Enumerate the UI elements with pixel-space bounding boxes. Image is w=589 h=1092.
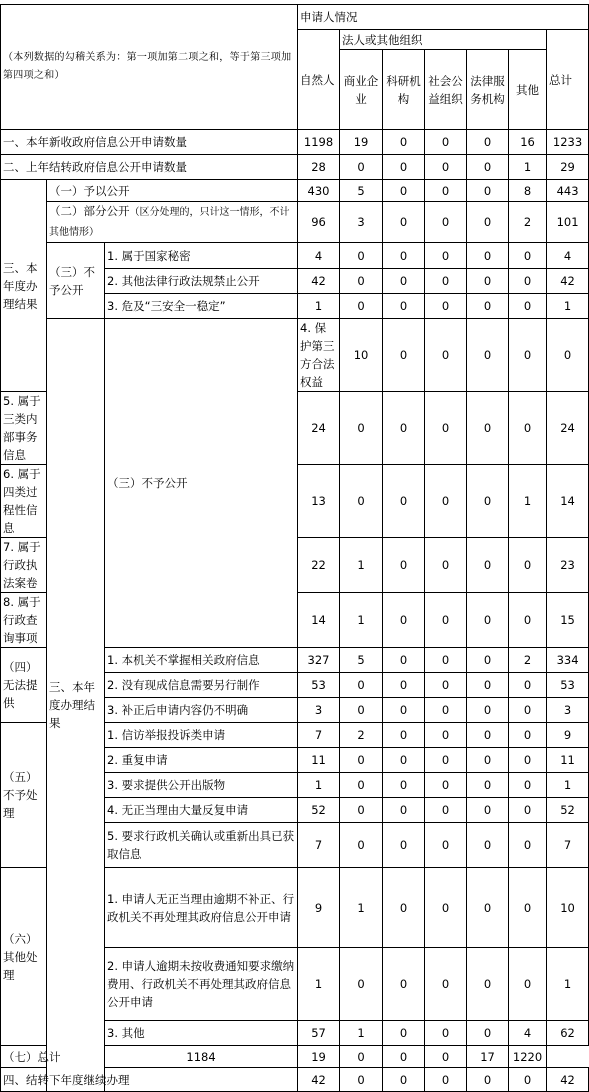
value-cell: 0 xyxy=(425,1046,467,1068)
value-cell: 0 xyxy=(547,319,589,392)
value-cell: 3 xyxy=(298,698,340,723)
header-natural-person: 自然人 xyxy=(298,30,340,130)
value-cell: 430 xyxy=(298,180,340,202)
value-cell: 327 xyxy=(298,648,340,673)
row-label: 2. 没有现成信息需要另行制作 xyxy=(105,673,298,698)
value-cell: 7 xyxy=(298,723,340,748)
value-cell: 0 xyxy=(509,723,547,748)
value-cell: 53 xyxy=(547,673,589,698)
value-cell: 0 xyxy=(383,723,425,748)
partial-note: （区分处理的，只计这一情形，不计其他情形） xyxy=(49,207,290,238)
header-legal-service: 法律服务机构 xyxy=(467,50,509,130)
value-cell: 5 xyxy=(340,180,383,202)
table-row xyxy=(1,202,589,243)
value-cell: 0 xyxy=(467,130,509,155)
value-cell: 42 xyxy=(547,269,589,294)
row-label: 7. 属于行政执法案卷 xyxy=(1,538,47,593)
row-label: 1. 属于国家秘密 xyxy=(105,243,298,269)
value-cell: 0 xyxy=(383,180,425,202)
value-cell: 0 xyxy=(425,294,467,319)
value-cell: 0 xyxy=(509,243,547,269)
table-row xyxy=(1,319,589,392)
table-row xyxy=(1,130,589,155)
row-label: 1. 申请人无正当理由逾期不补正、行政机关不再处理其政府信息公开申请 xyxy=(105,868,298,948)
row-label: 2. 其他法律行政法规禁止公开 xyxy=(105,269,298,294)
value-cell: 0 xyxy=(383,673,425,698)
value-cell: 0 xyxy=(383,948,425,1021)
value-cell: 0 xyxy=(383,1046,425,1068)
value-cell: 101 xyxy=(547,202,589,243)
value-cell: 7 xyxy=(547,823,589,868)
value-cell: 1 xyxy=(340,538,383,593)
value-cell: 0 xyxy=(425,392,467,465)
value-cell: 0 xyxy=(383,269,425,294)
value-cell: 0 xyxy=(467,538,509,593)
value-cell: 0 xyxy=(425,868,467,948)
table-row xyxy=(1,5,589,30)
value-cell: 0 xyxy=(425,465,467,538)
value-cell: 0 xyxy=(383,392,425,465)
value-cell: 10 xyxy=(340,319,383,392)
value-cell: 0 xyxy=(383,465,425,538)
value-cell: 42 xyxy=(298,1068,340,1092)
value-cell: 0 xyxy=(509,294,547,319)
row-label: 1. 信访举报投诉类申请 xyxy=(105,723,298,748)
value-cell: 0 xyxy=(383,538,425,593)
value-cell: 14 xyxy=(547,465,589,538)
header-note: （本列数据的勾稽关系为：第一项加第二项之和，等于第三项加第四项之和） xyxy=(1,5,298,130)
value-cell: 0 xyxy=(383,798,425,823)
value-cell: 0 xyxy=(383,773,425,798)
header-social: 社会公益组织 xyxy=(425,50,467,130)
value-cell: 0 xyxy=(383,868,425,948)
value-cell: 23 xyxy=(547,538,589,593)
value-cell: 13 xyxy=(298,465,340,538)
value-cell: 28 xyxy=(298,155,340,180)
value-cell: 0 xyxy=(340,773,383,798)
value-cell: 2 xyxy=(509,648,547,673)
value-cell: 1233 xyxy=(547,130,589,155)
value-cell: 52 xyxy=(547,798,589,823)
value-cell: 0 xyxy=(467,155,509,180)
value-cell: 0 xyxy=(467,948,509,1021)
value-cell: 5 xyxy=(340,648,383,673)
value-cell: 2 xyxy=(509,202,547,243)
value-cell: 0 xyxy=(425,155,467,180)
value-cell: 334 xyxy=(547,648,589,673)
value-cell: 0 xyxy=(467,392,509,465)
header-applicant: 申请人情况 xyxy=(298,5,589,30)
value-cell: 0 xyxy=(425,673,467,698)
value-cell: 17 xyxy=(467,1046,509,1068)
disclosure-statistics-table xyxy=(0,4,589,1092)
value-cell: 0 xyxy=(467,798,509,823)
value-cell: 0 xyxy=(509,948,547,1021)
value-cell: 0 xyxy=(425,202,467,243)
value-cell: 0 xyxy=(467,465,509,538)
row-label: 8. 属于行政查询事项 xyxy=(1,593,47,648)
row-label: 6. 属于四类过程性信息 xyxy=(1,465,47,538)
value-cell: 0 xyxy=(425,1021,467,1046)
value-cell: 0 xyxy=(425,1068,467,1092)
group-label: （五）不予处理 xyxy=(1,723,47,868)
value-cell: 9 xyxy=(547,723,589,748)
value-cell: 1220 xyxy=(509,1046,547,1068)
value-cell: 0 xyxy=(425,243,467,269)
value-cell: 0 xyxy=(509,392,547,465)
value-cell: 4 xyxy=(547,243,589,269)
value-cell: 1 xyxy=(340,593,383,648)
value-cell: 0 xyxy=(509,319,547,392)
table-row xyxy=(1,1046,589,1068)
group-label: （四）无法提供 xyxy=(1,648,47,723)
value-cell: 16 xyxy=(509,130,547,155)
value-cell: 0 xyxy=(467,868,509,948)
value-cell: 11 xyxy=(547,748,589,773)
value-cell: 96 xyxy=(298,202,340,243)
value-cell: 0 xyxy=(383,823,425,868)
value-cell: 0 xyxy=(340,392,383,465)
row-label xyxy=(47,202,298,243)
header-legal-org: 法人或其他组织 xyxy=(340,30,547,50)
row-label: 4. 无正当理由大量反复申请 xyxy=(105,798,298,823)
value-cell: 0 xyxy=(467,698,509,723)
value-cell: 0 xyxy=(425,130,467,155)
value-cell: 0 xyxy=(467,723,509,748)
value-cell: 14 xyxy=(298,593,340,648)
value-cell: 1 xyxy=(509,155,547,180)
value-cell: 1 xyxy=(298,948,340,1021)
value-cell: 0 xyxy=(509,773,547,798)
row-label: 3. 危及“三安全一稳定” xyxy=(105,294,298,319)
section-label: 三、本年度办理结果 xyxy=(1,180,47,392)
table-row xyxy=(1,1068,589,1092)
value-cell: 0 xyxy=(467,673,509,698)
row-label: 2. 重复申请 xyxy=(105,748,298,773)
value-cell: 0 xyxy=(383,130,425,155)
row-label: 3. 要求提供公开出版物 xyxy=(105,773,298,798)
row-label: 2. 申请人逾期未按收费通知要求缴纳费用、行政机关不再处理其政府信息公开申请 xyxy=(105,948,298,1021)
value-cell: 0 xyxy=(467,593,509,648)
value-cell: 29 xyxy=(547,155,589,180)
row-label: 3. 补正后申请内容仍不明确 xyxy=(105,698,298,723)
value-cell: 10 xyxy=(547,868,589,948)
value-cell: 53 xyxy=(298,673,340,698)
value-cell: 0 xyxy=(425,823,467,868)
value-cell: 0 xyxy=(467,823,509,868)
value-cell: 0 xyxy=(383,294,425,319)
value-cell: 0 xyxy=(340,823,383,868)
value-cell: 0 xyxy=(425,180,467,202)
row-label: 一、本年新收政府信息公开申请数量 xyxy=(1,130,298,155)
value-cell: 0 xyxy=(340,748,383,773)
value-cell: 0 xyxy=(467,1021,509,1046)
value-cell: 1 xyxy=(340,1021,383,1046)
value-cell: 0 xyxy=(383,243,425,269)
value-cell: 0 xyxy=(340,1046,383,1068)
value-cell: 0 xyxy=(383,1068,425,1092)
value-cell: 1184 xyxy=(105,1046,298,1068)
value-cell: 0 xyxy=(467,648,509,673)
value-cell: 0 xyxy=(509,748,547,773)
value-cell: 42 xyxy=(547,1068,589,1092)
value-cell: 42 xyxy=(298,269,340,294)
group-label: （三）不予公开 xyxy=(47,243,105,319)
value-cell: 0 xyxy=(509,698,547,723)
value-cell: 0 xyxy=(467,773,509,798)
value-cell: 0 xyxy=(509,269,547,294)
value-cell: 4 xyxy=(509,1021,547,1046)
value-cell: 0 xyxy=(425,773,467,798)
value-cell: 0 xyxy=(467,243,509,269)
row-label: （七）总计 xyxy=(1,1046,105,1068)
table-row xyxy=(1,155,589,180)
value-cell: 7 xyxy=(298,823,340,868)
value-cell: 0 xyxy=(425,538,467,593)
group-label: （六）其他处理 xyxy=(1,868,47,1046)
value-cell: 0 xyxy=(340,294,383,319)
section-label: 三、本年度办理结果 xyxy=(47,319,105,1092)
header-other: 其他 xyxy=(509,50,547,130)
value-cell: 0 xyxy=(425,723,467,748)
value-cell: 1 xyxy=(298,294,340,319)
value-cell: 0 xyxy=(340,698,383,723)
value-cell: 11 xyxy=(298,748,340,773)
value-cell: 1 xyxy=(298,773,340,798)
value-cell: 0 xyxy=(383,698,425,723)
value-cell: 3 xyxy=(547,698,589,723)
header-research: 科研机构 xyxy=(383,50,425,130)
value-cell: 0 xyxy=(467,319,509,392)
value-cell: 0 xyxy=(425,269,467,294)
partial-label: （二）部分公开 xyxy=(49,204,130,218)
value-cell: 0 xyxy=(340,465,383,538)
value-cell: 19 xyxy=(298,1046,340,1068)
value-cell: 0 xyxy=(340,1068,383,1092)
value-cell: 0 xyxy=(425,748,467,773)
value-cell: 0 xyxy=(340,673,383,698)
value-cell: 0 xyxy=(383,319,425,392)
value-cell: 1 xyxy=(547,773,589,798)
value-cell: 0 xyxy=(383,593,425,648)
value-cell: 24 xyxy=(547,392,589,465)
value-cell: 0 xyxy=(425,798,467,823)
row-label: 5. 要求行政机关确认或重新出具已获取信息 xyxy=(105,823,298,868)
row-label: 4. 保护第三方合法权益 xyxy=(298,319,340,392)
group-label: （三）不予公开 xyxy=(105,319,298,648)
value-cell: 0 xyxy=(467,202,509,243)
value-cell: 1 xyxy=(547,948,589,1021)
value-cell: 52 xyxy=(298,798,340,823)
value-cell: 0 xyxy=(509,868,547,948)
value-cell: 0 xyxy=(509,823,547,868)
row-label: （一）予以公开 xyxy=(47,180,298,202)
value-cell: 0 xyxy=(467,180,509,202)
value-cell: 24 xyxy=(298,392,340,465)
row-label: 3. 其他 xyxy=(105,1021,298,1046)
value-cell: 15 xyxy=(547,593,589,648)
value-cell: 0 xyxy=(340,948,383,1021)
value-cell: 22 xyxy=(298,538,340,593)
value-cell: 0 xyxy=(383,748,425,773)
value-cell: 0 xyxy=(383,155,425,180)
value-cell: 0 xyxy=(467,748,509,773)
value-cell: 0 xyxy=(425,319,467,392)
row-label: 二、上年结转政府信息公开申请数量 xyxy=(1,155,298,180)
value-cell: 0 xyxy=(425,948,467,1021)
value-cell: 19 xyxy=(340,130,383,155)
value-cell: 0 xyxy=(425,593,467,648)
value-cell: 0 xyxy=(383,202,425,243)
value-cell: 0 xyxy=(509,1068,547,1092)
value-cell: 1 xyxy=(547,294,589,319)
value-cell: 1 xyxy=(509,465,547,538)
table-row xyxy=(1,180,589,202)
value-cell: 0 xyxy=(340,155,383,180)
value-cell: 0 xyxy=(509,538,547,593)
row-label: 四、结转下年度继续办理 xyxy=(1,1068,298,1092)
value-cell: 0 xyxy=(340,269,383,294)
value-cell: 0 xyxy=(425,698,467,723)
header-total: 总计 xyxy=(547,30,589,130)
value-cell: 443 xyxy=(547,180,589,202)
value-cell: 0 xyxy=(340,243,383,269)
value-cell: 62 xyxy=(547,1021,589,1046)
value-cell: 1198 xyxy=(298,130,340,155)
row-label: 1. 本机关不掌握相关政府信息 xyxy=(105,648,298,673)
value-cell: 0 xyxy=(467,1068,509,1092)
value-cell: 0 xyxy=(340,798,383,823)
value-cell: 1 xyxy=(340,868,383,948)
value-cell: 0 xyxy=(383,1021,425,1046)
value-cell: 9 xyxy=(298,868,340,948)
table-row xyxy=(1,243,589,269)
value-cell: 8 xyxy=(509,180,547,202)
value-cell: 3 xyxy=(340,202,383,243)
value-cell: 2 xyxy=(340,723,383,748)
value-cell: 0 xyxy=(509,673,547,698)
row-label: 5. 属于三类内部事务信息 xyxy=(1,392,47,465)
value-cell: 0 xyxy=(425,648,467,673)
value-cell: 0 xyxy=(467,269,509,294)
value-cell: 57 xyxy=(298,1021,340,1046)
value-cell: 0 xyxy=(467,294,509,319)
value-cell: 0 xyxy=(509,798,547,823)
value-cell: 4 xyxy=(298,243,340,269)
header-commercial: 商业企业 xyxy=(340,50,383,130)
value-cell: 0 xyxy=(509,593,547,648)
value-cell: 0 xyxy=(383,648,425,673)
